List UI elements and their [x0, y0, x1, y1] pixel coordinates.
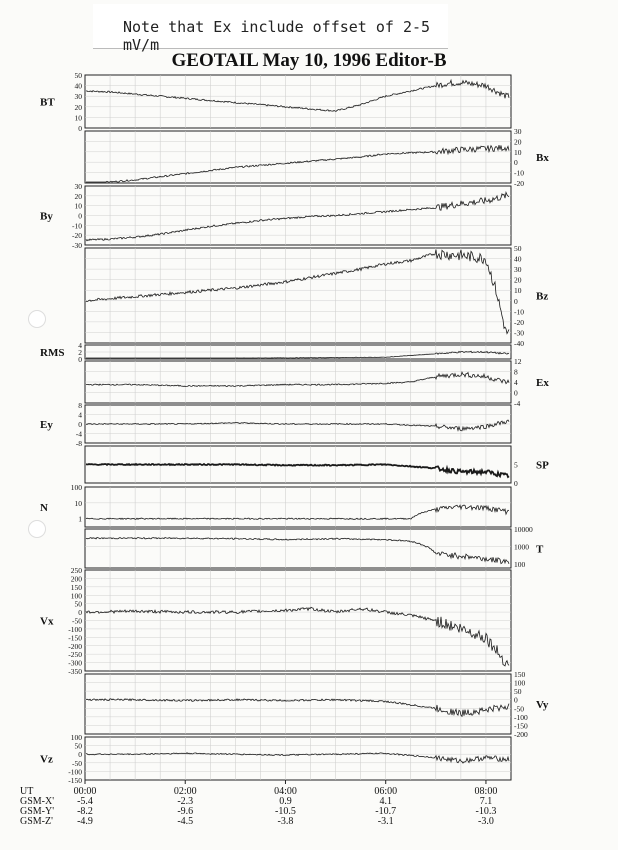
tick-label-vx: -300 — [68, 658, 82, 668]
orbit-value: -5.4 — [77, 796, 93, 807]
x-tick-label: 00:00 — [73, 786, 97, 797]
tick-label-sp: 0 — [514, 479, 518, 488]
panel-frame-bx — [85, 131, 511, 183]
tick-label-bx: 20 — [514, 137, 522, 147]
tick-label-ey: 8 — [78, 401, 82, 410]
tick-label-ey: -4 — [75, 429, 82, 439]
tick-label-vz: 50 — [74, 741, 82, 751]
series-line-ey — [86, 420, 509, 431]
tick-label-bz: 40 — [514, 254, 522, 264]
x-tick-label: 02:00 — [173, 786, 197, 797]
tick-label-ey: 4 — [78, 410, 82, 420]
tick-label-vy: -200 — [514, 730, 528, 739]
orbit-value: -3.1 — [377, 816, 394, 827]
tick-label-ex: 12 — [514, 357, 522, 366]
tick-label-bz: -10 — [514, 307, 524, 317]
tick-label-vz: -100 — [68, 767, 82, 777]
tick-label-ex: 0 — [514, 388, 518, 398]
orbit-value: -8.2 — [77, 806, 93, 817]
series-line-bz — [86, 250, 509, 334]
tick-label-by: 0 — [78, 211, 82, 221]
series-line-bx — [86, 145, 509, 182]
tick-label-by: 30 — [74, 182, 82, 191]
tick-label-vx: 200 — [70, 574, 82, 584]
orbit-row-label: GSM-Y' — [20, 806, 55, 817]
tick-label-bt: 0 — [78, 124, 82, 133]
tick-label-vy: -50 — [514, 704, 524, 714]
panel-label-bx: Bx — [536, 152, 549, 164]
orbit-row-label: GSM-X' — [20, 796, 55, 807]
panel-frame-bt — [85, 75, 511, 128]
tick-label-vx: -200 — [68, 641, 82, 651]
tick-label-vx: -350 — [68, 667, 82, 676]
tick-label-vx: 0 — [78, 608, 82, 618]
tick-label-ex: 4 — [514, 378, 518, 387]
x-tick-label: 08:00 — [474, 786, 498, 797]
tick-label-bz: 10 — [514, 286, 522, 296]
panel-frame-n — [85, 487, 511, 527]
panel-label-vy: Vy — [536, 699, 549, 711]
series-line-t — [86, 538, 509, 564]
tick-label-vx: 250 — [70, 566, 82, 575]
tick-label-vz: 0 — [78, 750, 82, 760]
tick-label-vy: 100 — [514, 678, 526, 688]
panel-label-vx: Vx — [40, 615, 54, 628]
panel-label-t: T — [536, 543, 544, 556]
panel-frame-vz — [85, 737, 511, 780]
tick-label-bt: 40 — [74, 81, 82, 91]
tick-label-vy: -100 — [514, 712, 528, 722]
tick-label-t: 100 — [514, 560, 526, 570]
panel-label-sp: SP — [536, 459, 549, 472]
tick-label-vz: -150 — [68, 776, 82, 785]
tick-label-bx: 10 — [514, 147, 522, 157]
tick-label-ex: -4 — [514, 399, 521, 408]
orbit-value: -3.8 — [277, 816, 294, 827]
series-line-ex — [86, 372, 509, 386]
tick-label-by: -30 — [72, 241, 82, 250]
orbit-value: -4.9 — [77, 816, 93, 827]
tick-label-vx: -150 — [68, 633, 82, 643]
tick-label-bz: 0 — [514, 296, 518, 306]
tick-label-vx: -50 — [72, 616, 82, 626]
tick-label-bx: -10 — [514, 168, 524, 178]
tick-label-bz: -30 — [514, 328, 524, 338]
tick-label-ex: 8 — [514, 367, 518, 377]
x-axis-label: UT — [20, 786, 34, 797]
tick-label-bt: 30 — [74, 92, 82, 102]
tick-label-bz: -20 — [514, 317, 524, 327]
orbit-value: -10.7 — [375, 806, 397, 817]
orbit-value: 0.9 — [279, 796, 292, 807]
tick-label-bx: -20 — [514, 179, 524, 188]
x-tick-label: 06:00 — [374, 786, 398, 797]
tick-label-by: -10 — [72, 221, 82, 231]
tick-label-by: 10 — [74, 201, 82, 211]
tick-label-bx: 0 — [514, 158, 518, 168]
tick-label-n: 10 — [74, 498, 82, 508]
tick-label-bt: 10 — [74, 113, 82, 123]
orbit-value: 4.1 — [379, 796, 392, 807]
tick-label-ey: 0 — [78, 420, 82, 429]
orbit-value: 7.1 — [479, 796, 493, 807]
note-text: Note that Ex include offset of 2-5 mV/m — [123, 18, 431, 54]
tick-label-vz: -50 — [72, 758, 82, 768]
tick-label-bz: 20 — [514, 275, 522, 285]
tick-label-vy: -150 — [514, 721, 528, 731]
orbit-value: -10.3 — [475, 806, 497, 817]
series-line-vy — [86, 699, 509, 717]
series-line-vx — [86, 607, 509, 666]
chart-title: GEOTAIL May 10, 1996 Editor-B — [171, 50, 447, 71]
tick-label-vy: 150 — [514, 670, 526, 679]
tick-label-t: 1000 — [514, 542, 529, 552]
tick-label-bt: 20 — [74, 102, 82, 112]
tick-label-bx: 30 — [514, 127, 522, 136]
orbit-value: -2.3 — [177, 796, 194, 807]
tick-label-ey: -8 — [75, 439, 82, 448]
panel-label-ey: Ey — [40, 419, 53, 431]
tick-label-bz: -40 — [514, 339, 524, 348]
tick-label-vz: 100 — [70, 733, 82, 742]
tick-label-n: 100 — [70, 483, 82, 492]
orbit-value: -10.5 — [275, 806, 296, 817]
tick-label-n: 1 — [78, 514, 82, 524]
series-line-sp — [86, 464, 509, 477]
panel-frame-t — [85, 529, 511, 568]
tick-label-by: 20 — [74, 191, 82, 201]
panel-label-rms: RMS — [40, 347, 65, 359]
panel-label-n: N — [40, 502, 48, 514]
tick-label-vx: 100 — [70, 591, 82, 601]
panel-label-bz: Bz — [536, 290, 549, 303]
panel-label-vz: Vz — [40, 753, 53, 766]
panel-label-by: By — [40, 210, 53, 223]
tick-label-rms: 0 — [78, 355, 82, 364]
series-line-by — [86, 192, 509, 240]
orbit-value: -4.5 — [177, 816, 194, 827]
tick-label-vx: 150 — [70, 582, 82, 592]
orbit-value: -3.0 — [478, 816, 494, 827]
tick-label-vy: 50 — [514, 687, 522, 697]
tick-label-vx: 50 — [74, 599, 82, 609]
tick-label-bt: 50 — [74, 71, 82, 80]
orbit-row-label: GSM-Z' — [20, 816, 53, 827]
tick-label-rms: 4 — [78, 341, 82, 350]
orbit-value: -9.6 — [177, 806, 194, 817]
series-line-n — [86, 505, 509, 519]
x-tick-label: 04:00 — [274, 786, 297, 797]
panel-frame-bz — [85, 248, 511, 343]
tick-label-by: -20 — [72, 231, 82, 241]
tick-label-rms: 2 — [78, 348, 82, 357]
panel-frame-vy — [85, 674, 511, 734]
tick-label-bz: 50 — [514, 244, 522, 253]
tick-label-vx: -100 — [68, 624, 82, 634]
panel-label-ex: Ex — [536, 377, 549, 389]
tick-label-vy: 0 — [514, 695, 518, 705]
tick-label-bz: 30 — [514, 265, 522, 275]
tick-label-t: 10000 — [514, 525, 533, 534]
panel-label-bt: BT — [40, 96, 55, 109]
tick-label-sp: 5 — [514, 460, 518, 470]
tick-label-vx: -250 — [68, 650, 82, 660]
